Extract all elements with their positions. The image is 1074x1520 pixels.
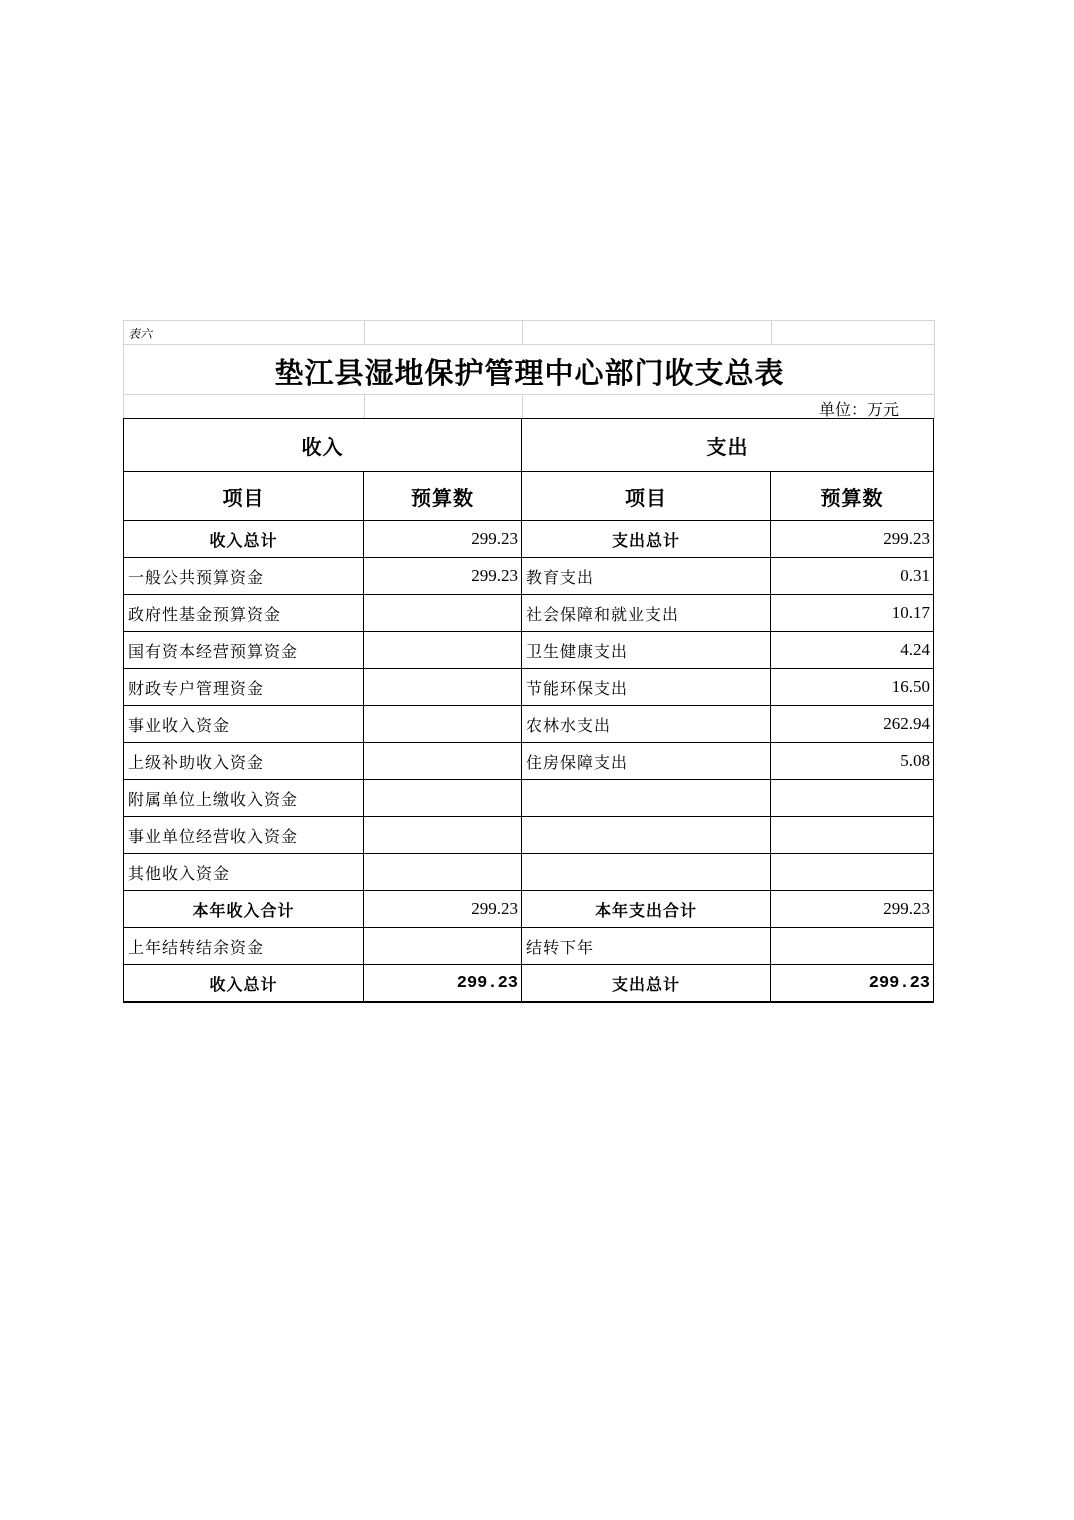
expense-budget-header: 预算数 (771, 472, 934, 521)
income-label-cell: 其他收入资金 (124, 854, 364, 891)
income-value-cell: 299.23 (364, 891, 522, 928)
income-label-cell: 财政专户管理资金 (124, 669, 364, 706)
income-value-cell (364, 928, 522, 965)
income-label-cell: 事业收入资金 (124, 706, 364, 743)
income-label-cell: 一般公共预算资金 (124, 558, 364, 595)
expense-label-cell: 节能环保支出 (522, 669, 771, 706)
income-label-cell: 收入总计 (124, 965, 364, 1003)
expense-value-cell: 262.94 (771, 706, 934, 743)
expense-label-cell (522, 854, 771, 891)
gridline (522, 320, 523, 344)
table-row (124, 669, 934, 706)
table-number-tag: 表六 (128, 327, 153, 341)
expense-value-cell (771, 854, 934, 891)
expense-label-cell (522, 780, 771, 817)
income-label-cell: 国有资本经营预算资金 (124, 632, 364, 669)
expense-item-header: 项目 (522, 472, 771, 521)
income-value-cell: 299.23 (364, 521, 522, 558)
income-value-cell (364, 743, 522, 780)
expense-value-cell: 299.23 (771, 965, 934, 1003)
expense-label-cell: 教育支出 (522, 558, 771, 595)
income-label-cell: 上年结转结余资金 (124, 928, 364, 965)
income-value-cell (364, 854, 522, 891)
expense-label-cell: 本年支出合计 (522, 891, 771, 928)
sheet-header-area (123, 320, 935, 418)
expense-value-cell: 10.17 (771, 595, 934, 632)
income-value-cell: 299.23 (364, 965, 522, 1003)
gridline (522, 394, 523, 418)
income-section-header: 收入 (124, 419, 522, 472)
expense-value-cell (771, 817, 934, 854)
income-value-cell (364, 706, 522, 743)
table-row (124, 928, 934, 965)
expense-label-cell: 住房保障支出 (522, 743, 771, 780)
expense-section-header: 支出 (522, 419, 934, 472)
expense-label-cell: 卫生健康支出 (522, 632, 771, 669)
table-row (124, 558, 934, 595)
expense-value-cell (771, 780, 934, 817)
income-value-cell (364, 595, 522, 632)
expense-label-cell: 结转下年 (522, 928, 771, 965)
expense-value-cell (771, 928, 934, 965)
table-row (124, 891, 934, 928)
table-row (124, 521, 934, 558)
income-value-cell: 299.23 (364, 558, 522, 595)
budget-table (123, 418, 934, 1003)
income-label-cell: 附属单位上缴收入资金 (124, 780, 364, 817)
income-label-cell: 事业单位经营收入资金 (124, 817, 364, 854)
expense-value-cell: 4.24 (771, 632, 934, 669)
income-item-header: 项目 (124, 472, 364, 521)
expense-value-cell: 0.31 (771, 558, 934, 595)
budget-sheet (123, 320, 935, 1003)
income-value-cell (364, 817, 522, 854)
expense-label-cell (522, 817, 771, 854)
table-row (124, 706, 934, 743)
table-row (124, 743, 934, 780)
table-row (124, 817, 934, 854)
income-value-cell (364, 632, 522, 669)
income-label-cell: 本年收入合计 (124, 891, 364, 928)
expense-label-cell: 农林水支出 (522, 706, 771, 743)
income-value-cell (364, 669, 522, 706)
expense-value-cell: 299.23 (771, 521, 934, 558)
table-row (124, 632, 934, 669)
gridline (364, 394, 365, 418)
gridline (124, 344, 935, 345)
table-row (124, 854, 934, 891)
expense-label-cell: 支出总计 (522, 965, 771, 1003)
section-header-row (124, 419, 934, 472)
expense-label-cell: 支出总计 (522, 521, 771, 558)
expense-label-cell: 社会保障和就业支出 (522, 595, 771, 632)
income-label-cell: 政府性基金预算资金 (124, 595, 364, 632)
column-header-row (124, 472, 934, 521)
income-label-cell: 上级补助收入资金 (124, 743, 364, 780)
expense-value-cell: 5.08 (771, 743, 934, 780)
income-value-cell (364, 780, 522, 817)
gridline (124, 320, 935, 321)
expense-value-cell: 16.50 (771, 669, 934, 706)
income-budget-header: 预算数 (364, 472, 522, 521)
unit-label: 单位：万元 (818, 400, 899, 419)
gridline (771, 320, 772, 344)
income-label-cell: 收入总计 (124, 521, 364, 558)
gridline (364, 320, 365, 344)
expense-value-cell: 299.23 (771, 891, 934, 928)
table-row (124, 965, 934, 1003)
page-title: 垫江县湿地保护管理中心部门收支总表 (274, 356, 785, 390)
table-row (124, 595, 934, 632)
table-row (124, 780, 934, 817)
